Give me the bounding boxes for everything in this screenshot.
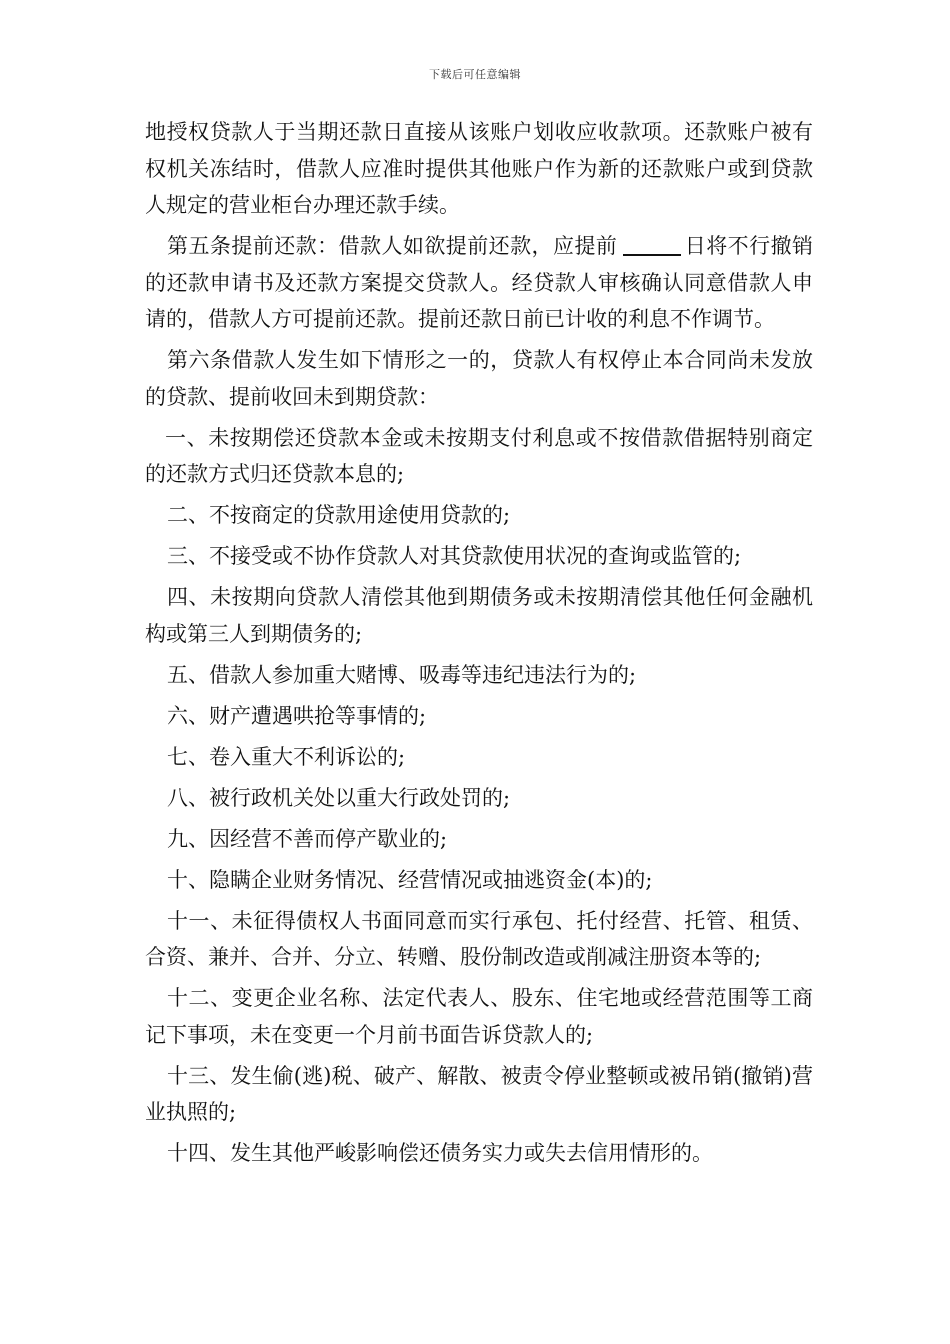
article5-paragraph bbox=[145, 228, 813, 338]
list-item-4: 四、未按期向贷款人清偿其他到期债务或未按期清偿其他任何金融机构或第三人到期债务的; bbox=[145, 585, 813, 646]
list-item-2: 二、不按商定的贷款用途使用贷款的; bbox=[167, 503, 511, 527]
list-item-10: 十、隐瞒企业财务情况、经营情况或抽逃资金(本)的; bbox=[167, 867, 653, 892]
article6-paragraph: 第六条借款人发生如下情形之一的，贷款人有权停止本合同尚未发放的贷款、提前收回未到期贷款： bbox=[145, 348, 813, 409]
list-item-7: 七、卷入重大不利诉讼的; bbox=[167, 744, 406, 769]
list-item-9: 九、因经营不善而停产歇业的; bbox=[167, 826, 448, 851]
list-item-3: 三、不接受或不协作贷款人对其贷款使用状况的查询或监管的; bbox=[167, 544, 742, 568]
article5-text-before: 第五条提前还款：借款人如欲提前还款，应提前 bbox=[167, 234, 618, 258]
list-item-8: 八、被行政机关处以重大行政处罚的; bbox=[167, 785, 511, 810]
list-item-11: 十一、未征得债权人书面同意而实行承包、托付经营、托管、租赁、合资、兼并、合并、分立、转赠、股份制改造或削减注册资本等的; bbox=[145, 908, 813, 969]
list-item-1: 一、未按期偿还贷款本金或未按期支付利息或不按借款借据特别商定的还款方式归还贷款本息的; bbox=[145, 425, 813, 486]
article4-continuation: 地授权贷款人于当期还款日直接从该账户划收应收款项。还款账户被有权机关冻结时，借款人应准时提供其他账户作为新的还款账户或到贷款人规定的营业柜台办理还款手续。 bbox=[145, 120, 813, 217]
list-item-6: 六、财产遭遇哄抢等事情的; bbox=[167, 703, 427, 728]
list-item-14: 十四、发生其他严峻影响偿还债务实力或失去信用情形的。 bbox=[167, 1141, 713, 1165]
days-blank-field bbox=[623, 234, 681, 256]
document-body bbox=[145, 114, 813, 1172]
article5-text-after: 日将不行撤销的还款申请书及还款方案提交贷款人。经贷款人审核确认同意借款人申请的，借款人方可提前还款。提前还款日前已计收的利息不作调节。 bbox=[145, 234, 814, 331]
list-item-5: 五、借款人参加重大赌博、吸毒等违纪违法行为的; bbox=[167, 662, 637, 687]
list-item-12: 十二、变更企业名称、法定代表人、股东、住宅地或经营范围等工商记下事项，未在变更一个月前书面告诉贷款人的; bbox=[145, 986, 813, 1047]
list-item-13: 十三、发生偷(逃)税、破产、解散、被责令停业整顿或被吊销(撤销)营业执照的; bbox=[145, 1063, 813, 1124]
page-header: 下载后可任意编辑 bbox=[429, 68, 521, 81]
